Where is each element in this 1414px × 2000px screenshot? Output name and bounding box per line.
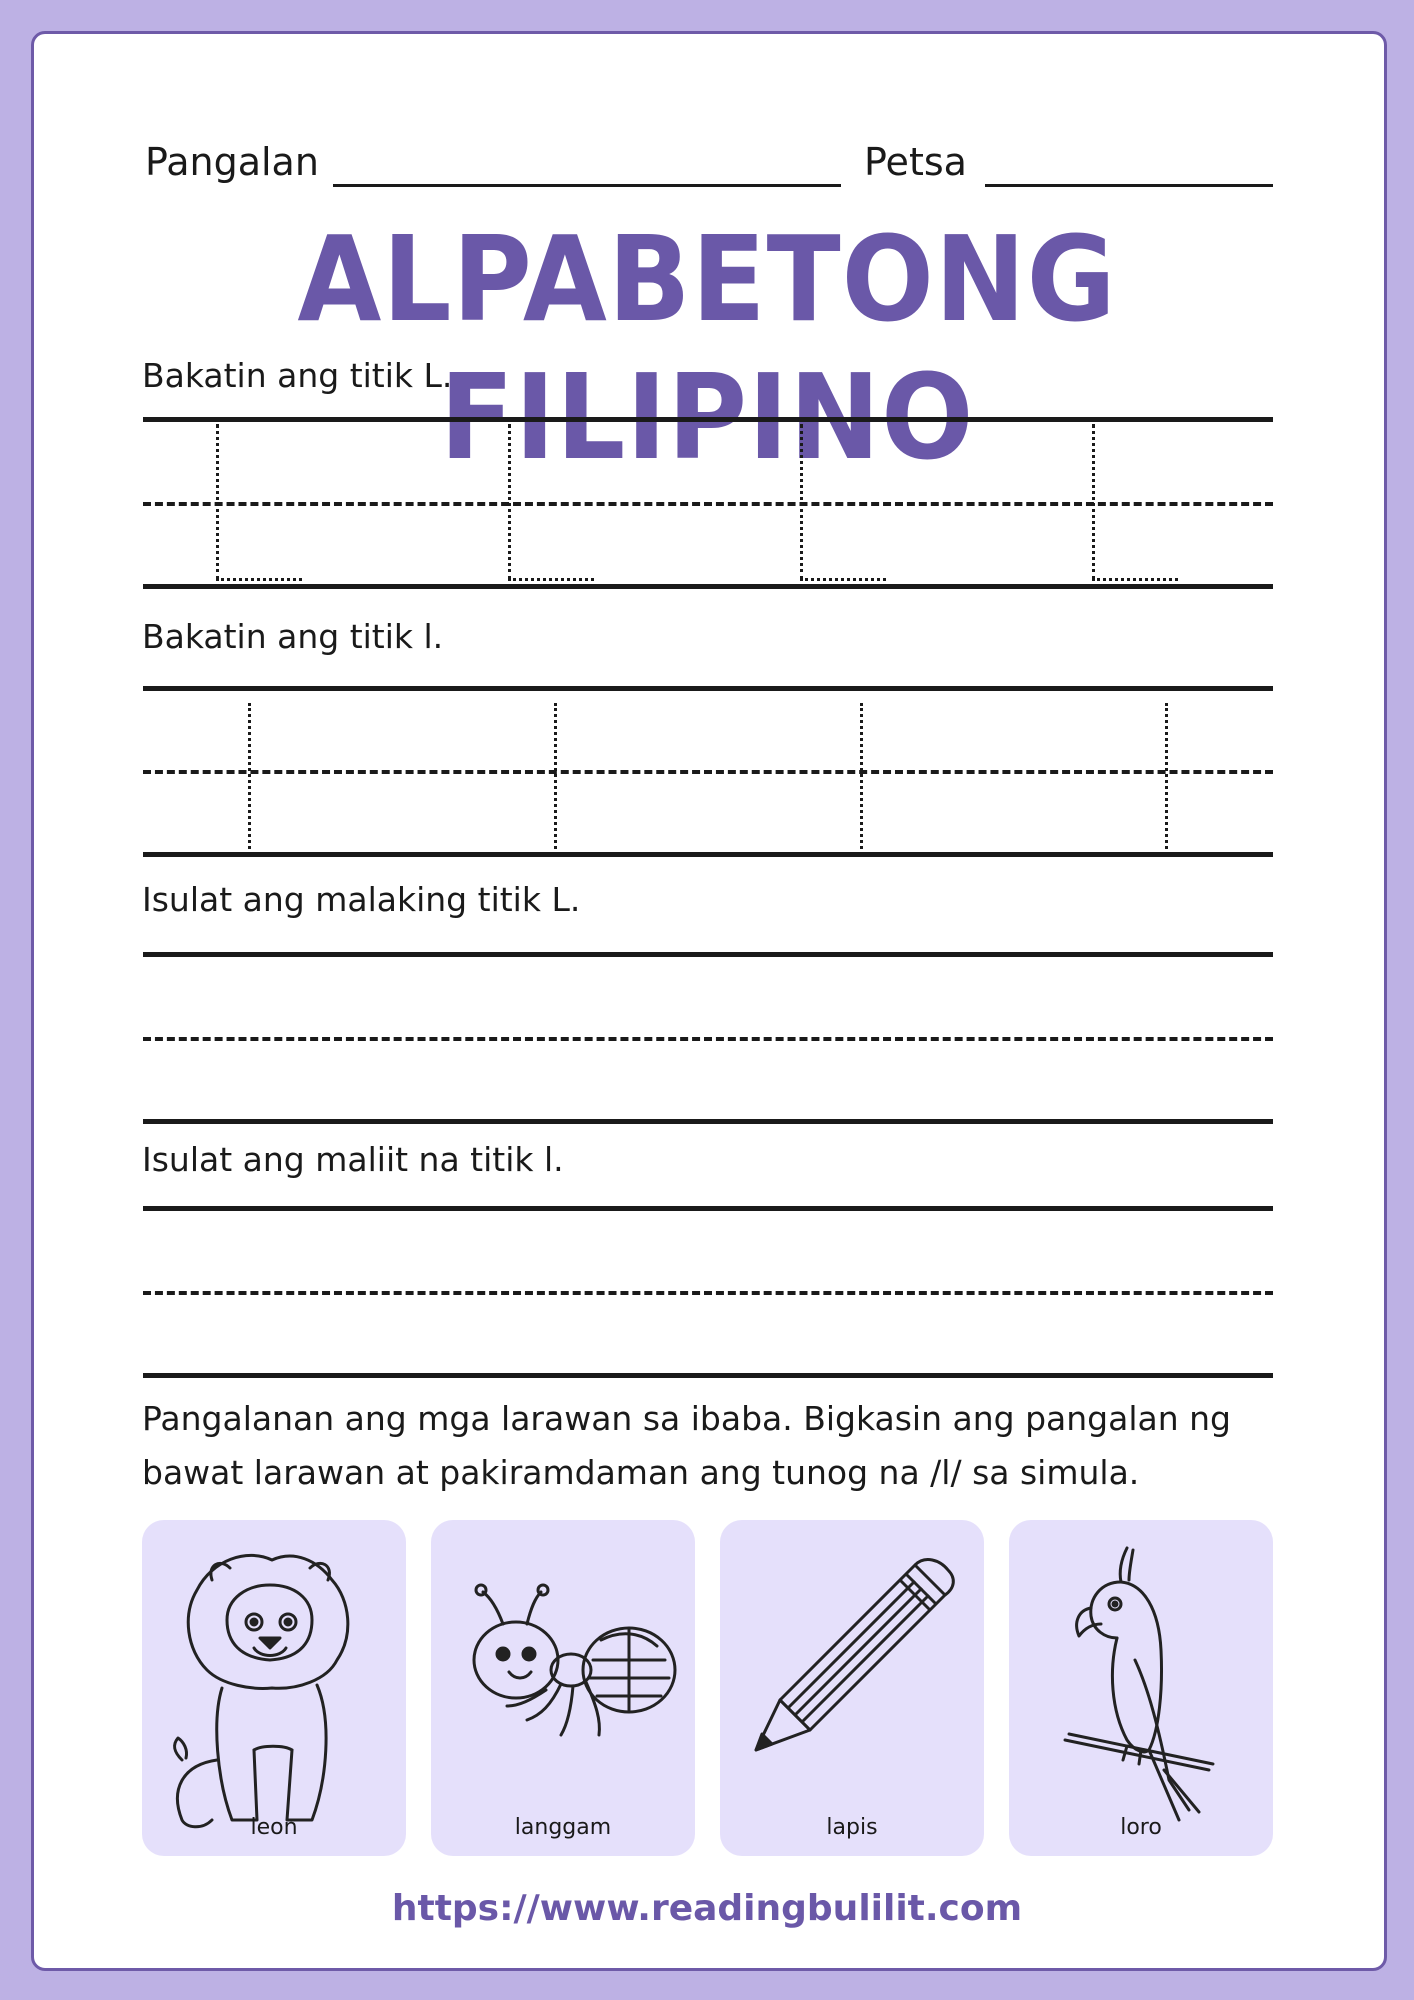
date-label: Petsa [864, 140, 967, 184]
picture-card-loro [1009, 1520, 1273, 1856]
page-title: ALPABETONG FILIPINO [297, 210, 1117, 486]
picture-card-langgam [431, 1520, 695, 1856]
trace-letter-l [860, 703, 863, 849]
mid-line [143, 1291, 1273, 1295]
ant-icon [431, 1520, 695, 1856]
base-line [143, 584, 1273, 589]
picture-label: langgam [514, 1815, 612, 1840]
picture-label: lapis [826, 1815, 878, 1840]
trace-letter-l [1165, 703, 1168, 849]
base-line [143, 852, 1273, 857]
trace-letter-L-foot [1092, 578, 1178, 581]
top-line [143, 952, 1273, 957]
trace-letter-L-foot [216, 578, 302, 581]
name-blank-line[interactable] [333, 184, 841, 187]
trace-letter-L-foot [508, 578, 594, 581]
picture-label: leon [250, 1815, 298, 1840]
trace-letter-L [508, 424, 511, 580]
trace-letter-L-foot [800, 578, 886, 581]
top-line [143, 686, 1273, 691]
trace-letter-L [1092, 424, 1095, 580]
trace-lower-instruction: Bakatin ang titik l. [142, 617, 444, 656]
top-line [143, 417, 1273, 422]
picture-instruction: Pangalanan ang mga larawan sa ibaba. Bigkasin ang pangalan ng bawat larawan at pakiramdaman ang tunog na /l/ sa simula. [142, 1399, 1231, 1492]
parrot-icon [1009, 1520, 1273, 1856]
top-line [143, 1206, 1273, 1211]
lion-icon [142, 1520, 406, 1856]
name-label: Pangalan [145, 140, 319, 184]
trace-letter-l [554, 703, 557, 849]
picture-card-lapis [720, 1520, 984, 1856]
picture-label: loro [1120, 1815, 1162, 1840]
date-blank-line[interactable] [985, 184, 1273, 187]
write-upper-instruction: Isulat ang malaking titik L. [142, 880, 581, 919]
base-line [143, 1373, 1273, 1378]
mid-line [143, 1037, 1273, 1041]
trace-letter-L [216, 424, 219, 580]
base-line [143, 1119, 1273, 1124]
mid-line [143, 770, 1273, 774]
mid-line [143, 502, 1273, 506]
write-lower-instruction: Isulat ang maliit na titik l. [142, 1140, 564, 1179]
picture-card-leon [142, 1520, 406, 1856]
website-url[interactable]: https://www.readingbulilit.com [391, 1888, 1023, 1929]
trace-upper-instruction: Bakatin ang titik L. [142, 356, 453, 395]
trace-letter-L [800, 424, 803, 580]
pencil-icon [720, 1520, 984, 1856]
trace-letter-l [248, 703, 251, 849]
